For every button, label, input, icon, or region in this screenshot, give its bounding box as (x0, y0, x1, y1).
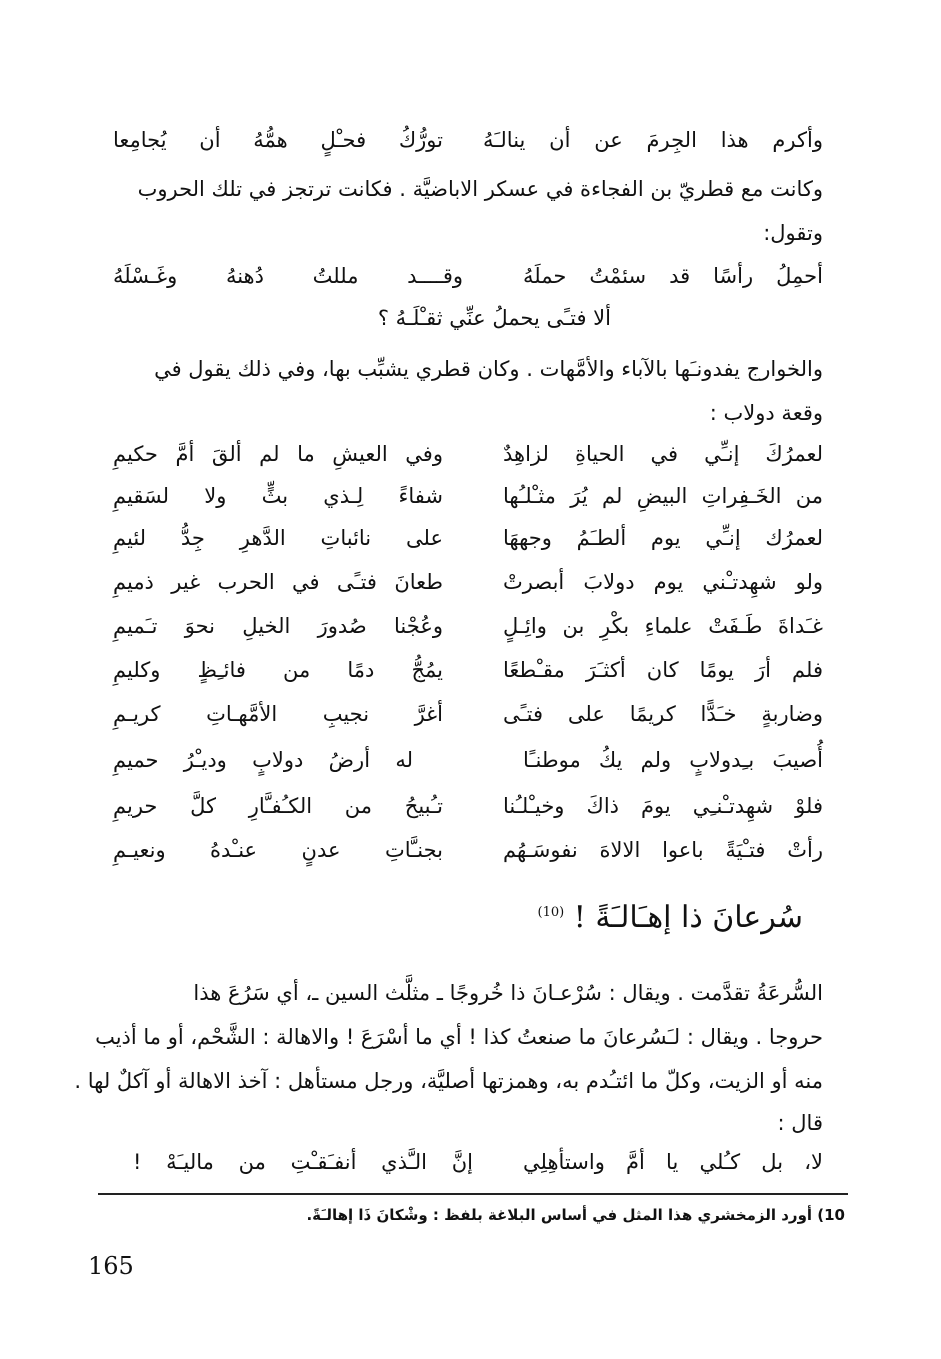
poem-hemistich-left: وعُجْنا صُدورَ الخيلِ نحوَ تـَميمِ (113, 614, 443, 638)
poem-hemistich-right: لعمرُك إنـِّي يوم ألطـَمُ وجههَا (503, 526, 823, 550)
poem-row (113, 614, 823, 654)
poem-hemistich-left: على نائباتِ الدَّهرِ جِدُّ لئيمِ (113, 526, 443, 550)
verse-row (113, 128, 823, 168)
prose-line: وكانت مع قطريّ بن الفجاءة في عسكر الاباضيَّة . فكانت ترتجز في تلك الحروب (137, 177, 823, 201)
prose-line: حروجا . ويقال : لـَسُرعانَ ما صنعتُ كذا ! أي ما أسْرَعَ ! والاهالة : الشَّحْم، أو ما أذيب (95, 1025, 823, 1049)
footnote-marker: (10) (537, 905, 565, 920)
poem-hemistich-left: بجنـَّاتِ عدنٍ عنـْدهُ ونعيـمِ (113, 838, 443, 862)
poem-hemistich-left: شفاءً لِـذي بثٍّ ولا لسَقيمِ (113, 484, 443, 508)
poem-row (113, 838, 823, 878)
verse-hemistich-right: وأكرم هذا الجِرمَ عن أن ينالـَهُ (483, 128, 823, 152)
poem-row (113, 702, 823, 742)
poem-row (113, 526, 823, 566)
poem-hemistich-left: له أرضُ دولابٍ وديـْرُ حميمِ (113, 748, 413, 772)
prose-line: منه أو الزيت، وكلّ ما ائتـُدم به، وهمزتها أصليَّة، ورجل مستأهل : آخذ الاهالة أو آكلٌ لها . (74, 1069, 823, 1093)
prose-line: والخوارج يفدونـَها بالآباء والأمَّهات . وكان قطري يشبِّب بها، وفي ذلك يقول في (154, 357, 823, 381)
verse-hemistich-left: إنَّ الـَّذي أنفـَقـْتِ من ماليـَهْ ! (133, 1150, 473, 1174)
verse-row (113, 1150, 823, 1190)
prose-line: وقعة دولاب : (709, 401, 823, 425)
poem-hemistich-left: يمُجُّ دمًا من فائـِظٍ وكليمِ (113, 658, 443, 682)
verse-hemistich-left: وقــــد مللتُ دُهنهُ وغَـسْلَهُ (113, 264, 463, 288)
poem-hemistich-right: لعمرُكَ إنـِّي في الحياةِ لزاهِدٌ (503, 442, 823, 466)
verse-hemistich-right: لا، بل كـُلي يا أمَّ واستأهِلِي (523, 1150, 823, 1174)
verse-hemistich-left: تورُّكُ فحـْلٍ همُّهُ أن يُجامِعا (113, 128, 443, 152)
poem-hemistich-right: رأتْ فتـْيَةً باعوا الالاهَ نفوسَـهُم (503, 838, 823, 862)
poem-hemistich-right: فلم أرَ يومًا كان أكثـَرَ مقـْطعًا (503, 658, 823, 682)
prose-line: السُّرعَةُ تقدَّمت . ويقال : سُرْعـانَ ذا خُروجًا ـ مثلَّث السين ـ، أي سَرُعَ هذا (193, 981, 823, 1005)
poem-hemistich-right: ولو شهِدتـْني يوم دولابَ أبصرتْ (503, 570, 823, 594)
verse-single-line: ألا فتـًى يحملُ عنِّي ثقـْلَـهُ ؟ (377, 306, 611, 330)
prose-line: قال : (777, 1111, 823, 1135)
poem-row (113, 748, 823, 788)
section-heading (538, 900, 803, 935)
footnote-separator (98, 1193, 848, 1195)
poem-row (113, 442, 823, 482)
footnote: 10) أورد الزمخشري هذا المثل في أساس البلاغة بلفظ : وشْكانَ ذَا إهالـَةً. (306, 1206, 845, 1224)
poem-hemistich-right: من الخَـفِراتِ البيضِ لم يُرَ مثـْلـُها (503, 484, 823, 508)
poem-hemistich-right: أُصيبَ بـِدولابٍ ولم يكُ موطنـًا (523, 748, 823, 772)
prose-line: وتقول: (763, 221, 823, 245)
poem-hemistich-left: طعانَ فتـًى في الحرب غير ذميمِ (113, 570, 443, 594)
poem-row (113, 658, 823, 698)
verse-hemistich-right: أحمِلُ رأسًا قد سئمْتُ حملَهُ (523, 264, 823, 288)
poem-hemistich-right: وضاربةٍ خـَدًّا كريمًا على فتـًى (503, 702, 823, 726)
poem-row (113, 794, 823, 834)
verse-row (113, 264, 823, 304)
section-heading-text: سُرعانَ ذا إهـَالـَةً ! (573, 900, 803, 935)
poem-hemistich-left: أغرَّ نجيبِ الأمَّهـاتِ كريـمِ (113, 702, 443, 726)
poem-hemistich-left: وفي العيشِ ما لم ألقَ أمَّ حكيمِ (113, 442, 443, 466)
poem-hemistich-right: فلوْ شهِدتـْنـِي يومَ ذاكَ وخيـْلـُنا (503, 794, 823, 818)
poem-row (113, 484, 823, 524)
poem-row (113, 570, 823, 610)
page-number: 165 (88, 1252, 134, 1280)
poem-hemistich-right: غـَداةَ طَـفَتْ علماءِ بكْرِ بن وائِـلٍ (503, 614, 823, 638)
poem-hemistich-left: تـُبيحُ من الكـُفـَّارِ كلَّ حريمِ (113, 794, 443, 818)
